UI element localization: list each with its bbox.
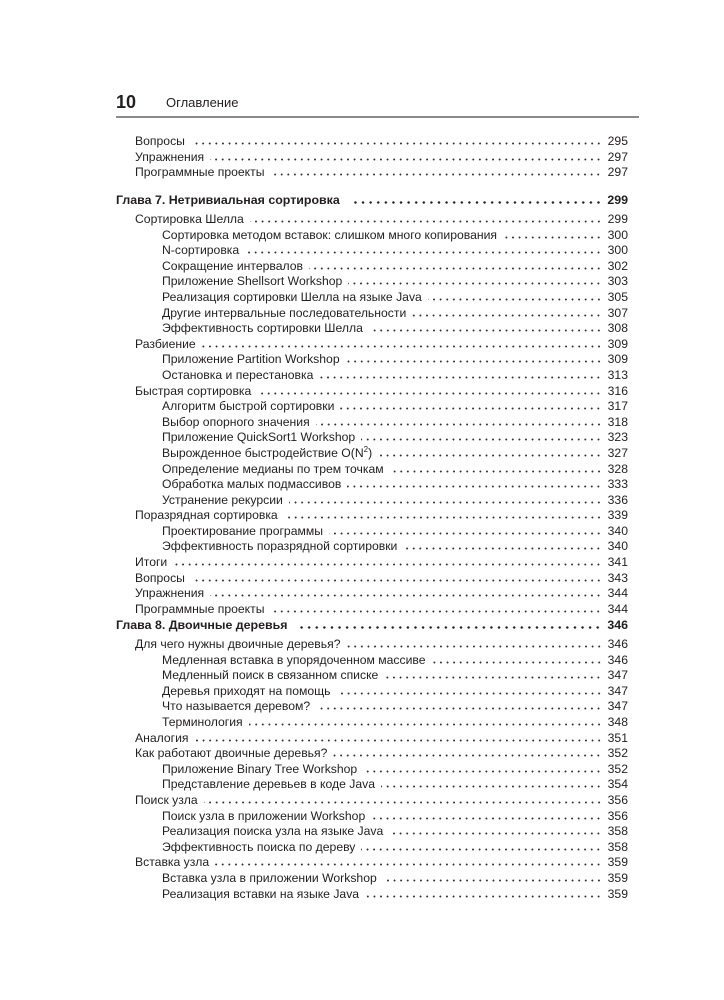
toc-page-number: 348 bbox=[607, 714, 628, 729]
toc-page-number: 346 bbox=[607, 637, 628, 651]
dot-leader bbox=[350, 201, 602, 204]
dot-leader bbox=[432, 661, 602, 664]
toc-entry[interactable] bbox=[116, 462, 628, 478]
toc-page-number: 302 bbox=[607, 258, 628, 273]
dot-leader bbox=[390, 470, 602, 473]
toc-entry-title-text: Вставка узла в приложении Workshop bbox=[162, 870, 377, 885]
dot-leader bbox=[215, 863, 602, 866]
toc-entry-title bbox=[162, 871, 377, 887]
toc-entry[interactable] bbox=[116, 337, 628, 353]
toc-entry-title bbox=[162, 699, 310, 715]
dot-leader bbox=[381, 785, 602, 788]
toc-entry[interactable] bbox=[116, 368, 628, 384]
toc-entry-title-text: Проектирование программы bbox=[162, 523, 324, 538]
toc-page-number: 347 bbox=[607, 699, 628, 714]
toc-entry-title-text: Вопросы bbox=[135, 134, 185, 148]
dot-leader bbox=[363, 770, 602, 773]
superscript: 2 bbox=[363, 444, 369, 454]
dot-leader bbox=[365, 895, 602, 898]
dot-leader bbox=[257, 392, 602, 395]
toc-entry[interactable] bbox=[116, 524, 628, 540]
dot-leader bbox=[346, 360, 602, 363]
toc-entry-title bbox=[135, 134, 185, 150]
toc-entry-title bbox=[135, 637, 341, 653]
toc-page-number: 340 bbox=[607, 523, 628, 538]
toc-page-number: 333 bbox=[607, 477, 628, 492]
toc-page-number: 358 bbox=[607, 824, 628, 839]
dot-leader bbox=[369, 329, 602, 332]
toc-entry-title-text: Терминология bbox=[162, 714, 243, 729]
toc-entry[interactable] bbox=[116, 415, 628, 431]
toc-entry-title-text: Вырожденное быстродействие O(N bbox=[162, 445, 364, 460]
toc-entry-title bbox=[135, 793, 198, 809]
toc-entry[interactable] bbox=[116, 243, 628, 259]
toc-entry-title bbox=[162, 274, 342, 290]
toc-entry-title-text: Сокращение интервалов bbox=[162, 258, 303, 273]
toc-chapter-heading[interactable] bbox=[116, 193, 628, 210]
dot-leader bbox=[191, 579, 602, 582]
toc-entry-title bbox=[162, 809, 365, 825]
toc-entry[interactable] bbox=[116, 446, 628, 462]
toc-entry-title-text: Как работают двоичные деревья? bbox=[135, 746, 328, 761]
dot-leader bbox=[210, 158, 602, 161]
toc-entry-title bbox=[162, 430, 355, 446]
toc-entry[interactable] bbox=[116, 715, 628, 731]
toc-page-number: 327 bbox=[607, 445, 628, 460]
toc-page-number: 351 bbox=[607, 730, 628, 745]
toc-page-number: 316 bbox=[607, 383, 628, 398]
dot-leader bbox=[503, 236, 602, 239]
toc-entry[interactable] bbox=[116, 855, 628, 871]
toc-entry-title-text: Приложение Partition Workshop bbox=[162, 352, 340, 367]
toc-entry-title bbox=[162, 321, 363, 337]
toc-entry-title bbox=[162, 306, 406, 322]
toc-page-number: 347 bbox=[607, 668, 628, 683]
toc-page-number: 343 bbox=[607, 570, 628, 585]
toc-page-number: 307 bbox=[607, 305, 628, 320]
toc-entry-title-text: Приложение Shellsort Workshop bbox=[162, 274, 343, 289]
toc-entry-title bbox=[135, 746, 327, 762]
toc-entry-title bbox=[162, 493, 283, 509]
toc-page-number: 352 bbox=[607, 761, 628, 776]
toc-entry[interactable] bbox=[116, 555, 628, 571]
dot-leader bbox=[361, 848, 602, 851]
toc-page-number: 358 bbox=[607, 839, 628, 854]
toc-entry[interactable] bbox=[116, 493, 628, 509]
dot-leader bbox=[316, 423, 602, 426]
toc-entry[interactable] bbox=[116, 134, 628, 150]
toc-entry-title-text: Эффективность поразрядной сортировки bbox=[162, 539, 398, 554]
toc-page-number: 356 bbox=[607, 792, 628, 807]
toc-page-number: 340 bbox=[607, 539, 628, 554]
toc-entry-title-text: Медленная вставка в упорядоченном массиве bbox=[162, 652, 426, 667]
toc-entry[interactable] bbox=[116, 699, 628, 715]
toc-entry-title bbox=[135, 602, 264, 618]
toc-entry-title-text: Эффективность сортировки Шелла bbox=[162, 321, 363, 336]
dot-leader bbox=[249, 723, 602, 726]
toc-entry-title bbox=[162, 840, 355, 856]
toc-page-number: 295 bbox=[607, 134, 628, 148]
toc-entry-title-text: Медленный поиск в связанном списке bbox=[162, 668, 379, 683]
toc-page-number: 303 bbox=[607, 274, 628, 289]
dot-leader bbox=[384, 676, 602, 679]
toc-entry[interactable] bbox=[116, 602, 628, 618]
toc-entry[interactable] bbox=[116, 212, 628, 228]
toc-page-number: 308 bbox=[607, 321, 628, 336]
toc-entry-title bbox=[135, 555, 167, 571]
toc-page-number: 352 bbox=[607, 746, 628, 761]
dot-leader bbox=[195, 739, 602, 742]
running-title: Оглавление bbox=[166, 95, 239, 110]
toc-entry-title-text: N-сортировка bbox=[162, 243, 240, 258]
toc-entry[interactable] bbox=[116, 321, 628, 337]
toc-page-number: 346 bbox=[607, 652, 628, 667]
toc-entry-title-text: Программные проекты bbox=[135, 601, 265, 616]
toc-entry-title bbox=[135, 150, 204, 166]
toc-entry-title-text: Реализация сортировки Шелла на языке Java bbox=[162, 289, 422, 304]
toc-page-number: 300 bbox=[607, 227, 628, 242]
toc-entry-title bbox=[135, 731, 189, 747]
toc-entry-title bbox=[162, 524, 323, 540]
toc-entry[interactable] bbox=[116, 259, 628, 275]
toc-entry[interactable] bbox=[116, 668, 628, 684]
toc-entry[interactable] bbox=[116, 840, 628, 856]
toc-entry-title-text: Остановка и перестановка bbox=[162, 367, 314, 382]
toc-prev-chapter-tail bbox=[116, 134, 628, 181]
toc-entry[interactable] bbox=[116, 637, 628, 653]
toc-entry-title bbox=[116, 618, 287, 634]
toc-page-number: 339 bbox=[607, 508, 628, 523]
dot-leader bbox=[309, 267, 602, 270]
toc-entry[interactable] bbox=[116, 887, 628, 903]
dot-leader bbox=[270, 610, 602, 613]
dot-leader bbox=[371, 817, 602, 820]
toc-entry-title-text: Приложение QuickSort1 Workshop bbox=[162, 430, 356, 445]
toc-entry-title-text: Поразрядная сортировка bbox=[135, 508, 278, 523]
dot-leader bbox=[329, 532, 602, 535]
toc-entry-title bbox=[162, 715, 243, 731]
toc-entry-title-text: Сортировка Шелла bbox=[135, 212, 244, 226]
dot-leader bbox=[289, 501, 602, 504]
dot-leader bbox=[319, 376, 602, 379]
toc-chapter-7 bbox=[116, 193, 628, 617]
running-header bbox=[116, 92, 639, 118]
dot-leader bbox=[270, 173, 602, 176]
dot-leader bbox=[297, 626, 602, 629]
dot-leader bbox=[378, 454, 602, 457]
toc-entry-title bbox=[162, 824, 383, 840]
toc-entry-title-text: Реализация вставки на языке Java bbox=[162, 886, 360, 901]
toc-entry-title bbox=[162, 259, 303, 275]
toc-entry[interactable] bbox=[116, 306, 628, 322]
toc-entry-title bbox=[162, 777, 375, 793]
toc-page-number: 347 bbox=[607, 683, 628, 698]
toc-entry[interactable] bbox=[116, 477, 628, 493]
toc-entry-title-text: Упражнения bbox=[135, 586, 205, 601]
toc-entry-title bbox=[162, 399, 334, 415]
toc-entry[interactable] bbox=[116, 684, 628, 700]
toc-entry-title-text: Программные проекты bbox=[135, 165, 265, 180]
toc-page-number: 309 bbox=[607, 336, 628, 351]
toc-entry[interactable] bbox=[116, 746, 628, 762]
toc-entry-title bbox=[135, 212, 244, 228]
toc-entry-title bbox=[135, 855, 209, 871]
toc-entry[interactable] bbox=[116, 653, 628, 669]
dot-leader bbox=[210, 594, 602, 597]
toc-page-number: 297 bbox=[607, 165, 628, 180]
toc-page-number: 299 bbox=[607, 193, 628, 207]
toc-page-number: 309 bbox=[607, 352, 628, 367]
dot-leader bbox=[348, 282, 602, 285]
dot-leader bbox=[250, 220, 602, 223]
toc-entry-title bbox=[135, 165, 264, 181]
dot-leader bbox=[202, 345, 602, 348]
toc-page-number: 344 bbox=[607, 601, 628, 616]
dot-leader bbox=[337, 692, 602, 695]
toc-entry-title bbox=[162, 668, 378, 684]
toc-entry[interactable] bbox=[116, 539, 628, 555]
toc-page-number: 318 bbox=[607, 414, 628, 429]
toc-entry-title bbox=[162, 446, 372, 462]
toc-entry[interactable] bbox=[116, 165, 628, 181]
toc-entry-title-text: Обработка малых подмассивов bbox=[162, 477, 342, 492]
toc-page-number: 344 bbox=[607, 586, 628, 601]
toc-page-number: 328 bbox=[607, 461, 628, 476]
toc-entry-title bbox=[162, 243, 239, 259]
toc-entry-title-text: Определение медианы по трем точкам bbox=[162, 461, 384, 476]
dot-leader bbox=[191, 142, 602, 145]
toc-entry-title bbox=[162, 539, 397, 555]
toc-entry-title bbox=[162, 477, 341, 493]
dot-leader bbox=[173, 563, 602, 566]
toc-page-number: 341 bbox=[607, 555, 628, 570]
toc-entry[interactable] bbox=[116, 384, 628, 400]
dot-leader bbox=[412, 314, 602, 317]
toc-entry-title-text: Деревья приходят на помощь bbox=[162, 683, 331, 698]
toc-entry-title bbox=[135, 571, 185, 587]
page-number: 10 bbox=[116, 92, 137, 112]
dot-leader bbox=[316, 707, 602, 710]
toc-entry-title-text: Другие интервальные последовательности bbox=[162, 305, 407, 320]
toc-entry-title bbox=[116, 193, 340, 209]
toc-chapter-8 bbox=[116, 618, 628, 902]
dot-leader bbox=[383, 879, 602, 882]
title-suffix: ) bbox=[368, 445, 373, 460]
dot-leader bbox=[333, 754, 602, 757]
dot-leader bbox=[204, 801, 602, 804]
dot-leader bbox=[284, 516, 602, 519]
dot-leader bbox=[347, 485, 602, 488]
toc-entry-title bbox=[135, 337, 196, 353]
toc-entry-title-text: Глава 8. Двоичные деревья bbox=[116, 618, 288, 632]
toc-entry-title-text: Поиск узла bbox=[135, 792, 198, 807]
toc-entry-title bbox=[135, 384, 251, 400]
toc-entry-title-text: Сортировка методом вставок: слишком много копирования bbox=[162, 227, 498, 242]
toc-entry-title-text: Выбор опорного значения bbox=[162, 414, 310, 429]
toc-entry-title bbox=[162, 368, 313, 384]
toc-entry-title bbox=[162, 762, 357, 778]
toc-entry-title bbox=[162, 653, 426, 669]
toc-entry-title-text: Устранение рекурсии bbox=[162, 492, 283, 507]
toc-page-number: 359 bbox=[607, 870, 628, 885]
dot-leader bbox=[389, 832, 602, 835]
toc-entry[interactable] bbox=[116, 274, 628, 290]
toc-page-number: 336 bbox=[607, 492, 628, 507]
toc-entry-title-text: Быстрая сортировка bbox=[135, 383, 252, 398]
toc-entry-title-text: Для чего нужны двоичные деревья? bbox=[135, 637, 341, 651]
dot-leader bbox=[428, 298, 602, 301]
dot-leader bbox=[347, 645, 603, 648]
toc-entry-title-text: Реализация поиска узла на языке Java bbox=[162, 824, 384, 839]
toc-entry-title-text: Вопросы bbox=[135, 570, 185, 585]
toc-entry[interactable] bbox=[116, 352, 628, 368]
toc-entry[interactable] bbox=[116, 824, 628, 840]
toc-entry[interactable] bbox=[116, 586, 628, 602]
toc-entry[interactable] bbox=[116, 731, 628, 747]
toc-entry-title bbox=[162, 462, 384, 478]
toc-entry[interactable] bbox=[116, 508, 628, 524]
toc-page-number: 313 bbox=[607, 367, 628, 382]
toc-page-number: 359 bbox=[607, 855, 628, 870]
toc-entry-title-text: Итоги bbox=[135, 555, 168, 570]
toc-entry[interactable] bbox=[116, 228, 628, 244]
toc-entry-title-text: Представление деревьев в коде Java bbox=[162, 777, 376, 792]
toc-entry[interactable] bbox=[116, 150, 628, 166]
toc-entry[interactable] bbox=[116, 793, 628, 809]
toc-entry-title-text: Разбиение bbox=[135, 336, 196, 351]
toc-entry[interactable] bbox=[116, 430, 628, 446]
toc-page-number: 346 bbox=[607, 618, 628, 632]
toc-entry-title-text: Эффективность поиска по дереву bbox=[162, 839, 356, 854]
toc-entry[interactable] bbox=[116, 399, 628, 415]
toc-entry-title bbox=[135, 508, 278, 524]
dot-leader bbox=[340, 407, 602, 410]
toc-entry-title bbox=[162, 290, 422, 306]
dot-leader bbox=[361, 438, 602, 441]
toc-entry-title bbox=[162, 684, 331, 700]
toc-chapter-heading[interactable] bbox=[116, 618, 628, 635]
toc-entry-title bbox=[162, 415, 310, 431]
toc-entry[interactable] bbox=[116, 809, 628, 825]
toc-entry-title-text: Аналогия bbox=[135, 730, 189, 745]
toc-page-number: 323 bbox=[607, 430, 628, 445]
toc-entry-title-text: Поиск узла в приложении Workshop bbox=[162, 808, 366, 823]
toc-entry-title-text: Глава 7. Нетривиальная сортировка bbox=[116, 193, 340, 207]
toc-entry[interactable] bbox=[116, 762, 628, 778]
toc-entry-title-text: Вставка узла bbox=[135, 855, 210, 870]
toc-page-number: 317 bbox=[607, 399, 628, 414]
dot-leader bbox=[403, 547, 602, 550]
toc-entry[interactable] bbox=[116, 290, 628, 306]
toc-entry-title bbox=[135, 586, 204, 602]
toc-entry[interactable] bbox=[116, 871, 628, 887]
toc-page-number: 354 bbox=[607, 777, 628, 792]
toc-entry-title bbox=[162, 887, 359, 903]
toc-page-number: 299 bbox=[607, 212, 628, 226]
toc-entry-title-text: Приложение Binary Tree Workshop bbox=[162, 761, 358, 776]
toc-entry[interactable] bbox=[116, 571, 628, 587]
toc-page-number: 297 bbox=[607, 149, 628, 164]
toc-page-number: 300 bbox=[607, 243, 628, 258]
toc-page-number: 359 bbox=[607, 886, 628, 901]
toc-page-number: 356 bbox=[607, 808, 628, 823]
toc-page-number: 305 bbox=[607, 289, 628, 304]
toc-entry-title-text: Что называется деревом? bbox=[162, 699, 311, 714]
toc-entry-title bbox=[162, 352, 340, 368]
dot-leader bbox=[245, 251, 602, 254]
toc-entry[interactable] bbox=[116, 777, 628, 793]
toc-entry-title bbox=[162, 228, 497, 244]
toc-entry-title-text: Алгоритм быстрой сортировки bbox=[162, 399, 335, 414]
toc-entry-title-text: Упражнения bbox=[135, 149, 205, 164]
